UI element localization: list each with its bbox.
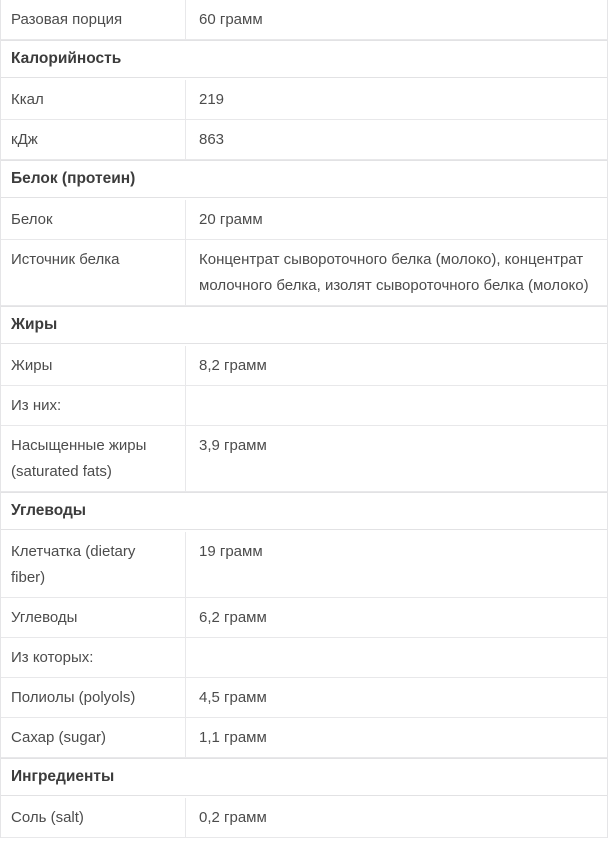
- row-label: Разовая порция: [1, 0, 186, 39]
- row-value: [186, 638, 607, 677]
- table-section: [1, 758, 607, 838]
- table-row: [1, 346, 607, 386]
- section-header: Ингредиенты: [1, 758, 607, 796]
- row-value: 4,5 грамм: [199, 689, 267, 706]
- table-row: [1, 638, 607, 678]
- row-label: Сахар (sugar): [1, 718, 186, 757]
- section-header: Жиры: [1, 306, 607, 344]
- table-row: [1, 120, 607, 160]
- row-label: Соль (salt): [1, 798, 186, 837]
- row-value: 863: [199, 131, 225, 148]
- table-row: [1, 80, 607, 120]
- table-section: [1, 306, 607, 492]
- table-row: [1, 598, 607, 638]
- table-row: [1, 532, 607, 598]
- table-row: [1, 718, 607, 758]
- row-value: 1,1 грамм: [199, 729, 267, 746]
- row-value: [186, 386, 607, 425]
- row-value: 6,2 грамм: [199, 609, 267, 626]
- table-row: [1, 240, 607, 306]
- table-section: [1, 492, 607, 758]
- table-section: [1, 160, 607, 306]
- section-header: Калорийность: [1, 40, 607, 78]
- row-label: Полиолы (polyols): [1, 678, 186, 717]
- table-section: [1, 0, 607, 40]
- table-row: [1, 678, 607, 718]
- row-label: кДж: [1, 120, 186, 159]
- row-label: Углеводы: [1, 598, 186, 637]
- table-row: [1, 386, 607, 426]
- row-value: 3,9 грамм: [199, 437, 267, 454]
- table-row: [1, 0, 607, 40]
- row-label: Насыщенные жиры (saturated fats): [1, 426, 186, 491]
- row-label: Из которых:: [1, 638, 186, 677]
- row-label: Белок: [1, 200, 186, 239]
- table-section: [1, 40, 607, 160]
- row-label: Источник белка: [1, 240, 186, 305]
- section-header: Белок (протеин): [1, 160, 607, 198]
- row-label: Ккал: [1, 80, 186, 119]
- row-label: Жиры: [1, 346, 186, 385]
- row-label: Из них:: [1, 386, 186, 425]
- row-value: 20 грамм: [199, 211, 263, 228]
- table-row: [1, 798, 607, 838]
- row-value: 19 грамм: [199, 543, 263, 560]
- row-label: Клетчатка (dietary fiber): [1, 532, 186, 597]
- row-value: 8,2 грамм: [199, 357, 267, 374]
- row-value: 0,2 грамм: [199, 809, 267, 826]
- row-value: 219: [199, 91, 225, 108]
- section-header: Углеводы: [1, 492, 607, 530]
- table-row: [1, 426, 607, 492]
- row-value: 60 грамм: [199, 11, 263, 28]
- row-value: Концентрат сывороточного белка (молоко), концентрат молочного белка, изолят сывороточного белка (молоко): [199, 251, 589, 294]
- table-row: [1, 200, 607, 240]
